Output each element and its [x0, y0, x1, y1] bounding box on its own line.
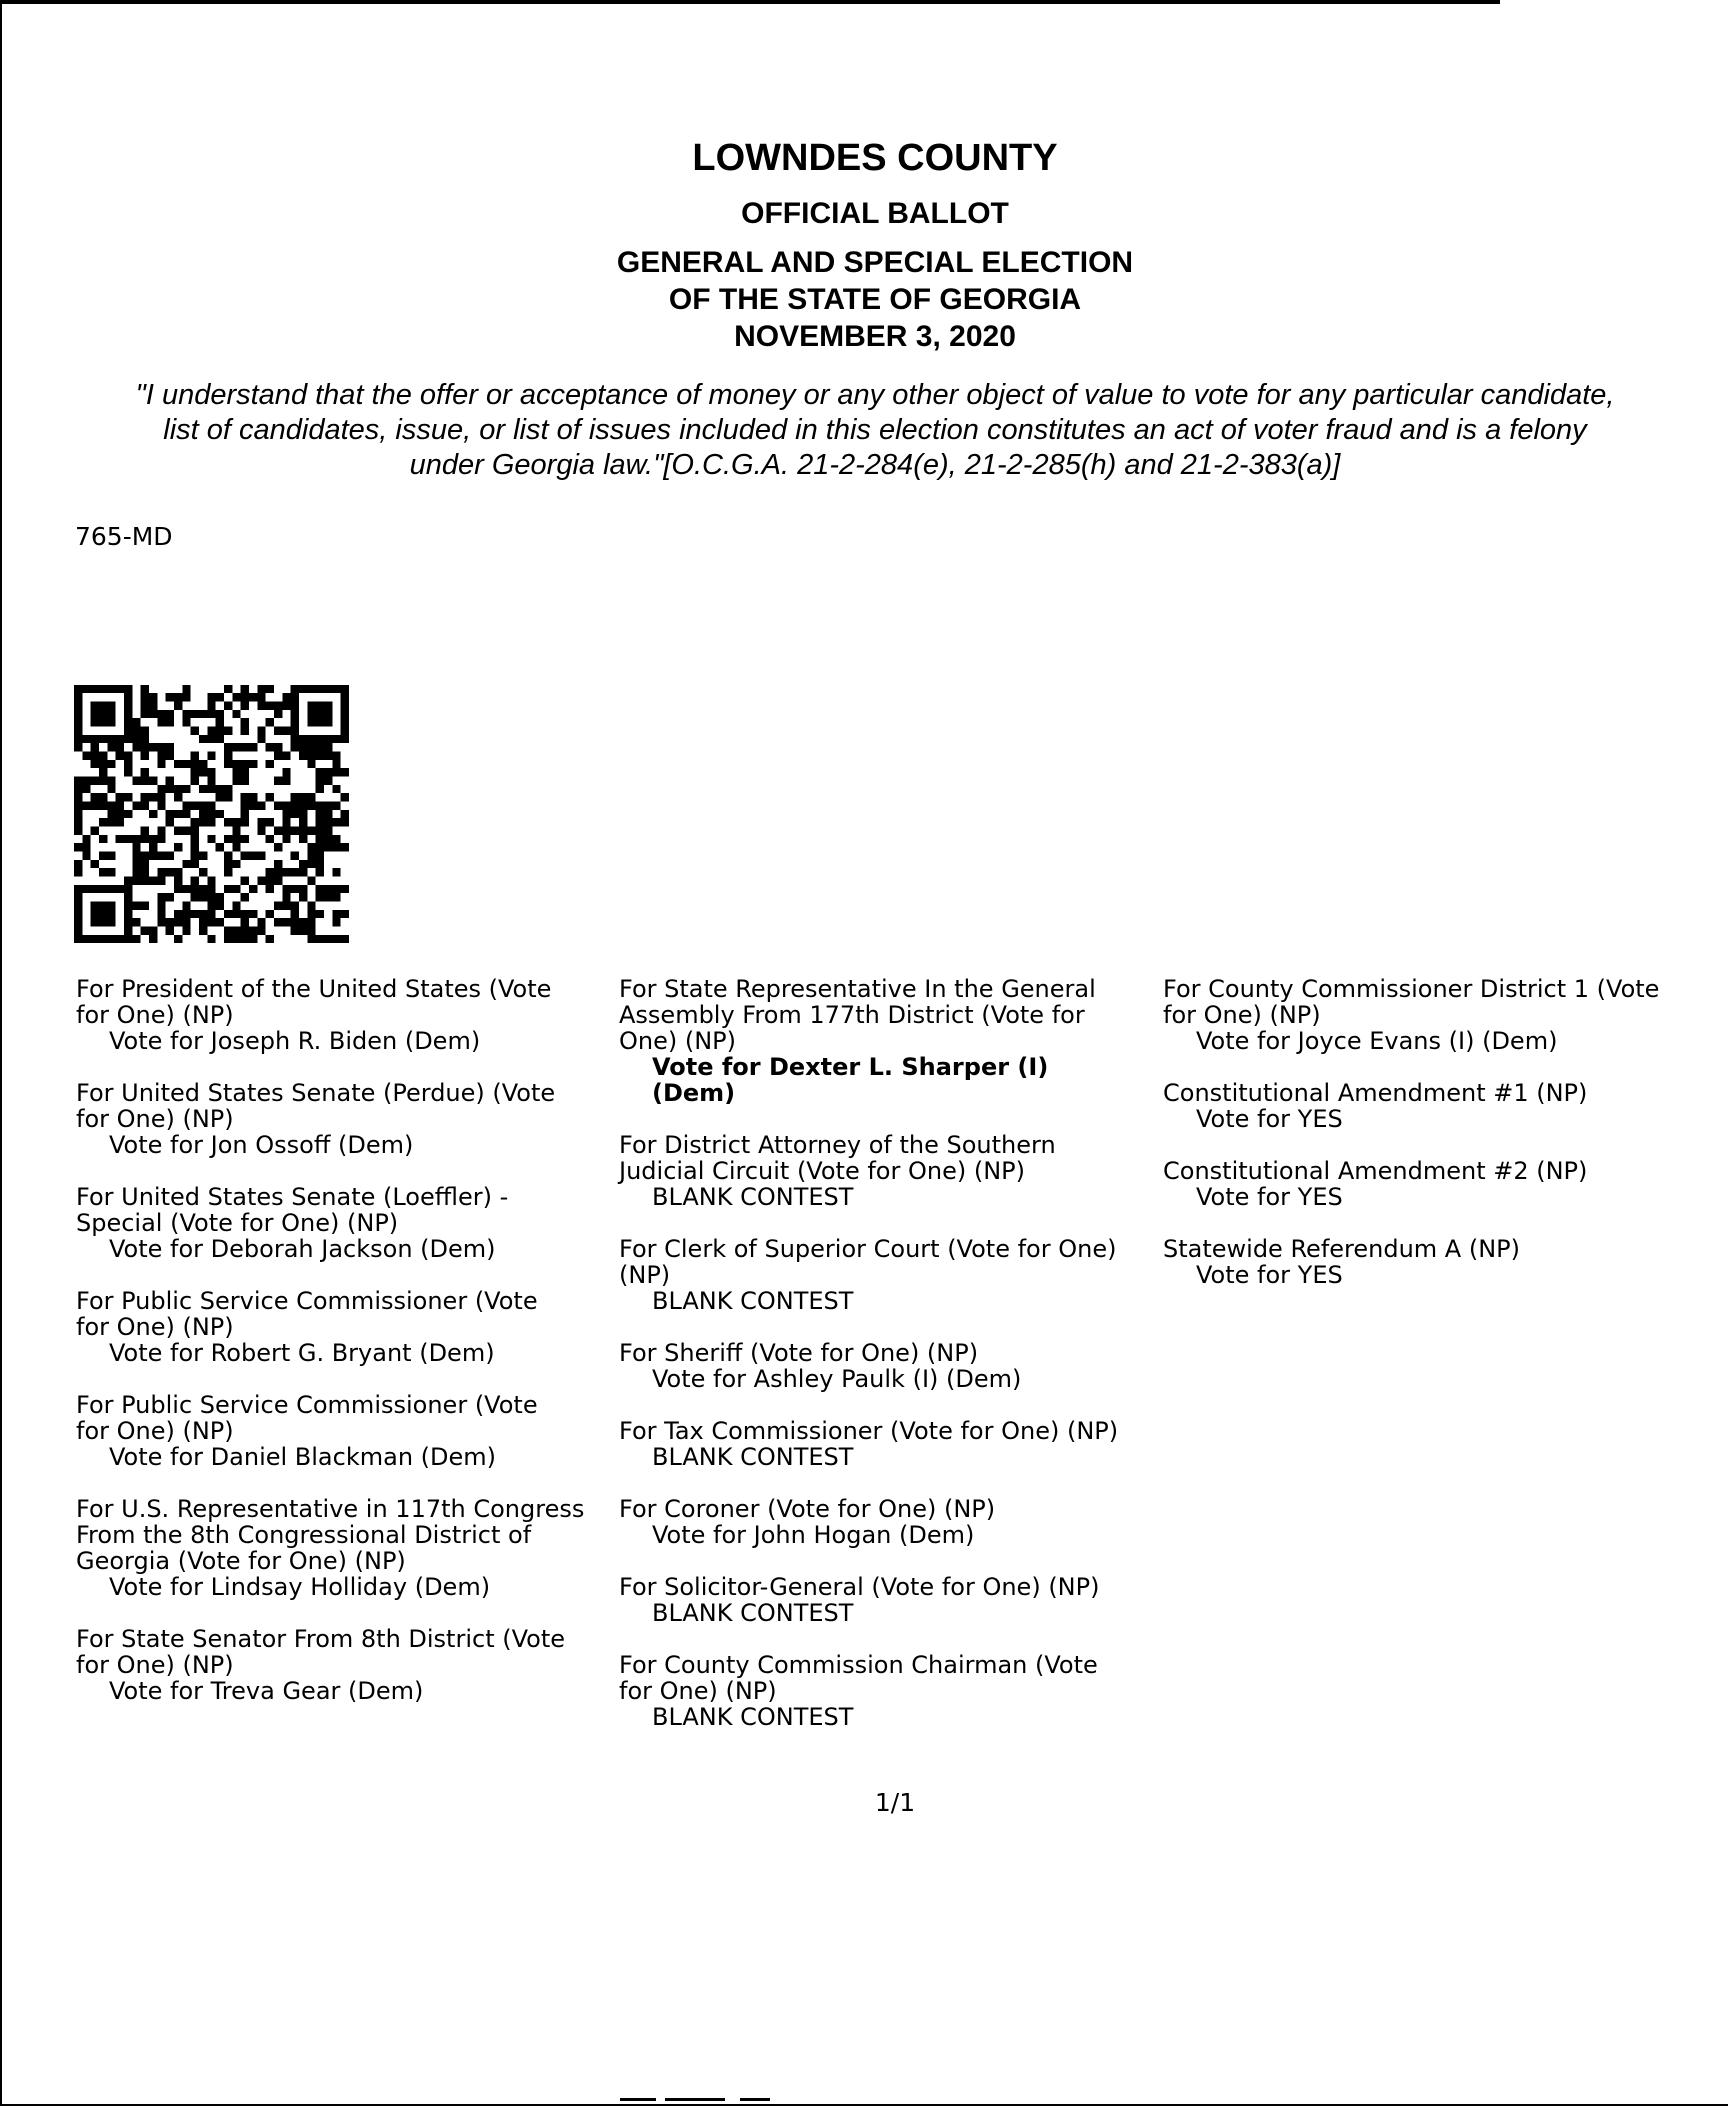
contest-block	[1163, 976, 1708, 1054]
contest-block	[619, 1574, 1164, 1626]
contest-block	[619, 1652, 1164, 1730]
contest-selection-line: Vote for Dexter L. Sharper (I)	[652, 1053, 1049, 1081]
contest-selection-line: Vote for YES	[1196, 1105, 1343, 1133]
contest-title-line: For Tax Commissioner (Vote for One) (NP)	[619, 1417, 1119, 1445]
selections-column-3	[1163, 976, 1708, 1314]
contest-title-line: (NP)	[619, 1261, 671, 1289]
contest-selection-line: Vote for Joyce Evans (I) (Dem)	[1196, 1027, 1558, 1055]
contest-selection-line: Vote for YES	[1196, 1261, 1343, 1289]
contest-selection-line: BLANK CONTEST	[652, 1703, 854, 1731]
contest-block	[1163, 1236, 1708, 1288]
contest-title-line: For County Commission Chairman (Vote	[619, 1651, 1098, 1679]
contest-title-line: For U.S. Representative in 117th Congress	[76, 1495, 585, 1523]
contest-title-line: For Public Service Commissioner (Vote	[76, 1391, 538, 1419]
contest-block	[619, 976, 1164, 1106]
contest-block	[76, 1288, 621, 1366]
contest-title-line: Assembly From 177th District (Vote for	[619, 1001, 1085, 1029]
contest-block	[76, 1496, 621, 1600]
ballot-header	[0, 136, 1728, 355]
contest-title-line: For United States Senate (Perdue) (Vote	[76, 1079, 556, 1107]
contest-block	[76, 976, 621, 1054]
selections-column-2	[619, 976, 1164, 1756]
contest-title-line: For Solicitor-General (Vote for One) (NP)	[619, 1573, 1100, 1601]
contest-title-line: For Coroner (Vote for One) (NP)	[619, 1495, 996, 1523]
contest-selection-line: Vote for Joseph R. Biden (Dem)	[109, 1027, 481, 1055]
contest-block	[76, 1392, 621, 1470]
contest-selection-line: Vote for John Hogan (Dem)	[652, 1521, 975, 1549]
contest-title-line: for One) (NP)	[1163, 1001, 1321, 1029]
contest-title-line: One) (NP)	[619, 1027, 737, 1055]
contest-title-line: Statewide Referendum A (NP)	[1163, 1235, 1520, 1263]
election-title-line-1: GENERAL AND SPECIAL ELECTION	[616, 246, 1134, 279]
contest-title-line: From the 8th Congressional District of	[76, 1521, 532, 1549]
contest-block	[1163, 1080, 1708, 1132]
contest-title-line: For Public Service Commissioner (Vote	[76, 1287, 538, 1315]
county-title: LOWNDES COUNTY	[692, 137, 1058, 179]
ballot-type-title: OFFICIAL BALLOT	[741, 197, 1009, 230]
voter-oath-line-3: under Georgia law."[O.C.G.A. 21-2-284(e), 21-2-285(h) and 21-2-383(a)]	[409, 449, 1341, 481]
contest-selection-line: Vote for Lindsay Holliday (Dem)	[109, 1573, 491, 1601]
contest-title-line: Constitutional Amendment #2 (NP)	[1163, 1157, 1588, 1185]
page-number: 1/1	[874, 1788, 916, 1817]
contest-selection-line: Vote for Treva Gear (Dem)	[109, 1677, 424, 1705]
election-title-line-2: OF THE STATE OF GEORGIA	[668, 283, 1082, 316]
contest-block	[619, 1132, 1164, 1210]
contest-title-line: Georgia (Vote for One) (NP)	[76, 1547, 406, 1575]
contest-title-line: for One) (NP)	[76, 1001, 234, 1029]
contest-title-line: For President of the United States (Vote	[76, 975, 552, 1003]
contest-title-line: For State Senator From 8th District (Vote	[76, 1625, 566, 1653]
voter-oath	[70, 378, 1680, 483]
voter-oath-line-2: list of candidates, issue, or list of issues included in this election constitutes an act of voter fraud and is a felony	[163, 414, 1587, 446]
contest-block	[619, 1340, 1164, 1392]
contest-selection-line: Vote for Ashley Paulk (I) (Dem)	[652, 1365, 1022, 1393]
contest-title-line: For Clerk of Superior Court (Vote for One)	[619, 1235, 1117, 1263]
contest-title-line: For Sheriff (Vote for One) (NP)	[619, 1339, 979, 1367]
contest-block	[76, 1184, 621, 1262]
contest-block	[619, 1418, 1164, 1470]
contest-selection-line: BLANK CONTEST	[652, 1183, 854, 1211]
contest-title-line: for One) (NP)	[76, 1651, 234, 1679]
election-date: NOVEMBER 3, 2020	[734, 320, 1016, 353]
contest-block	[1163, 1158, 1708, 1210]
voter-oath-line-1: "I understand that the offer or acceptance of money or any other object of value to vote for any particular candidate,	[135, 379, 1615, 411]
contest-title-line: For United States Senate (Loeffler) -	[76, 1183, 509, 1211]
contest-title-line: for One) (NP)	[619, 1677, 777, 1705]
contest-block	[76, 1080, 621, 1158]
contest-title-line: Special (Vote for One) (NP)	[76, 1209, 399, 1237]
contest-title-line: for One) (NP)	[76, 1313, 234, 1341]
contest-selection-line: BLANK CONTEST	[652, 1443, 854, 1471]
footer-scan-mark	[740, 2098, 770, 2101]
contest-title-line: For District Attorney of the Southern	[619, 1131, 1056, 1159]
contest-selection-line: (Dem)	[652, 1079, 736, 1107]
contest-selection-line: BLANK CONTEST	[652, 1287, 854, 1315]
ballot-style-code: 765-MD	[75, 522, 173, 551]
contest-title-line: for One) (NP)	[76, 1417, 234, 1445]
contest-selection-line: Vote for Robert G. Bryant (Dem)	[109, 1339, 495, 1367]
contest-selection-line: BLANK CONTEST	[652, 1599, 854, 1627]
footer-scan-mark	[620, 2098, 656, 2101]
election-title	[0, 244, 1728, 355]
contest-block	[619, 1236, 1164, 1314]
contest-title-line: Constitutional Amendment #1 (NP)	[1163, 1079, 1588, 1107]
contest-selection-line: Vote for Jon Ossoff (Dem)	[109, 1131, 414, 1159]
qr-code-icon	[74, 684, 349, 944]
contest-block	[76, 1626, 621, 1704]
selections-column-1	[76, 976, 621, 1730]
contest-selection-line: Vote for Deborah Jackson (Dem)	[109, 1235, 496, 1263]
contest-selection-line: Vote for YES	[1196, 1183, 1343, 1211]
contest-block	[619, 1496, 1164, 1548]
contest-title-line: for One) (NP)	[76, 1105, 234, 1133]
contest-selection-line: Vote for Daniel Blackman (Dem)	[109, 1443, 497, 1471]
contest-title-line: Judicial Circuit (Vote for One) (NP)	[619, 1157, 1025, 1185]
footer-scan-mark	[665, 2098, 725, 2101]
contest-title-line: For State Representative In the General	[619, 975, 1096, 1003]
contest-title-line: For County Commissioner District 1 (Vote	[1163, 975, 1660, 1003]
